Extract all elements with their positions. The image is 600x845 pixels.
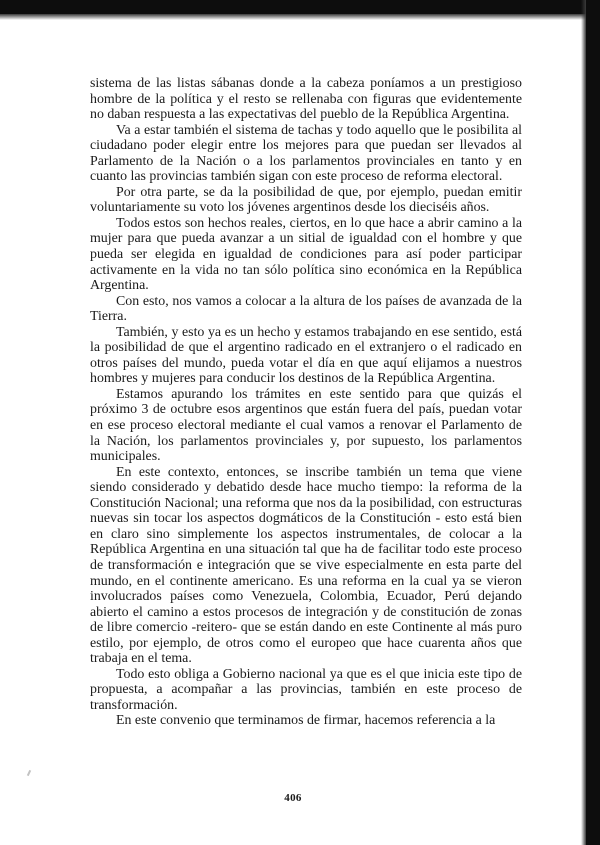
paragraph-8: En este contexto, entonces, se inscribe también un tema que viene siendo considerado y debatido desde hace mucho tiempo: la reforma de la Constitución Nacional; una reforma que nos da la posibilidad, con estructuras nuevas sin tocar los aspectos dogmáticos de la Constitución - esto está bien en claro sino simplemente los aspectos instrumentales, de colocar a la República Argentina en una situación tal que ha de facilitar todo este proceso de transformación e integración que se vive especialmente en esta parte del mundo, en el continente americano. Es una reforma en la cual ya se vieron involucrados países como Venezuela, Colombia, Ecuador, Perú dejando abierto el camino a estos procesos de integración y de constitución de zonas de libre comercio -reitero- que se están dando en este Continente al más puro estilo, por ejemplo, de otros como el europeo que hace cuarenta años que trabaja en el tema. [90,464,522,667]
scan-right-border [586,0,600,845]
paragraph-10: En este convenio que terminamos de firmar, hacemos referencia a la [116,713,496,729]
page-number: 406 [284,792,302,804]
paragraph-3: Por otra parte, se da la posibilidad de que, por ejemplo, puedan emitir voluntariamente su voto los jóvenes argentinos desde los dieciséis años. [90,184,522,216]
paragraph-2: Va a estar también el sistema de tachas y todo aquello que le posibilita al ciudadano poder elegir entre los mejores para que puedan ser llevados al Parlamento de la Nación o a los parlamentos provinciales en tanto y en cuanto las provincias también sigan con este proceso de reforma electoral. [90,122,522,185]
paragraph-5: Con esto, nos vamos a colocar a la altura de los países de avanzada de la Tierra. [90,293,522,325]
scan-speck [27,770,31,776]
scan-top-border [0,0,600,14]
paragraph-1: sistema de las listas sábanas donde a la cabeza poníamos a un prestigioso hombre de la política y el resto se rellenaba con figuras que evidentemente no daban respuesta a las expectativas del pueblo de la República Argentina. [90,76,522,123]
paragraph-4: Todos estos son hechos reales, ciertos, en lo que hace a abrir camino a la mujer para que pueda avanzar a un sitial de igualdad con el hombre y que pueda ser elegida en igualdad de condiciones para así poder participar activamente en la vida no tan sólo política sino económica en la República Argentina. [90,215,522,294]
paragraph-6: También, y esto ya es un hecho y estamos trabajando en ese sentido, está la posibilidad de que el argentino radicado en el extranjero o el radicado en otros países del mundo, pueda votar el día en que aquí elijamos a nuestros hombres y mujeres para conducir los destinos de la República Argentina. [90,324,522,387]
paragraph-7: Estamos apurando los trámites en este sentido para que quizás el próximo 3 de octubre esos argentinos que están fuera del país, puedan votar en ese proceso electoral mediante el cual vamos a renovar el Parlamento de la Nación, los parlamentos provinciales y, por supuesto, los parlamentos municipales. [90,386,522,465]
page-body [90,76,522,729]
paragraph-9: Todo esto obliga a Gobierno nacional ya que es el que inicia este tipo de propuesta, a acompañar a las provincias, también en este proceso de transformación. [90,666,522,713]
